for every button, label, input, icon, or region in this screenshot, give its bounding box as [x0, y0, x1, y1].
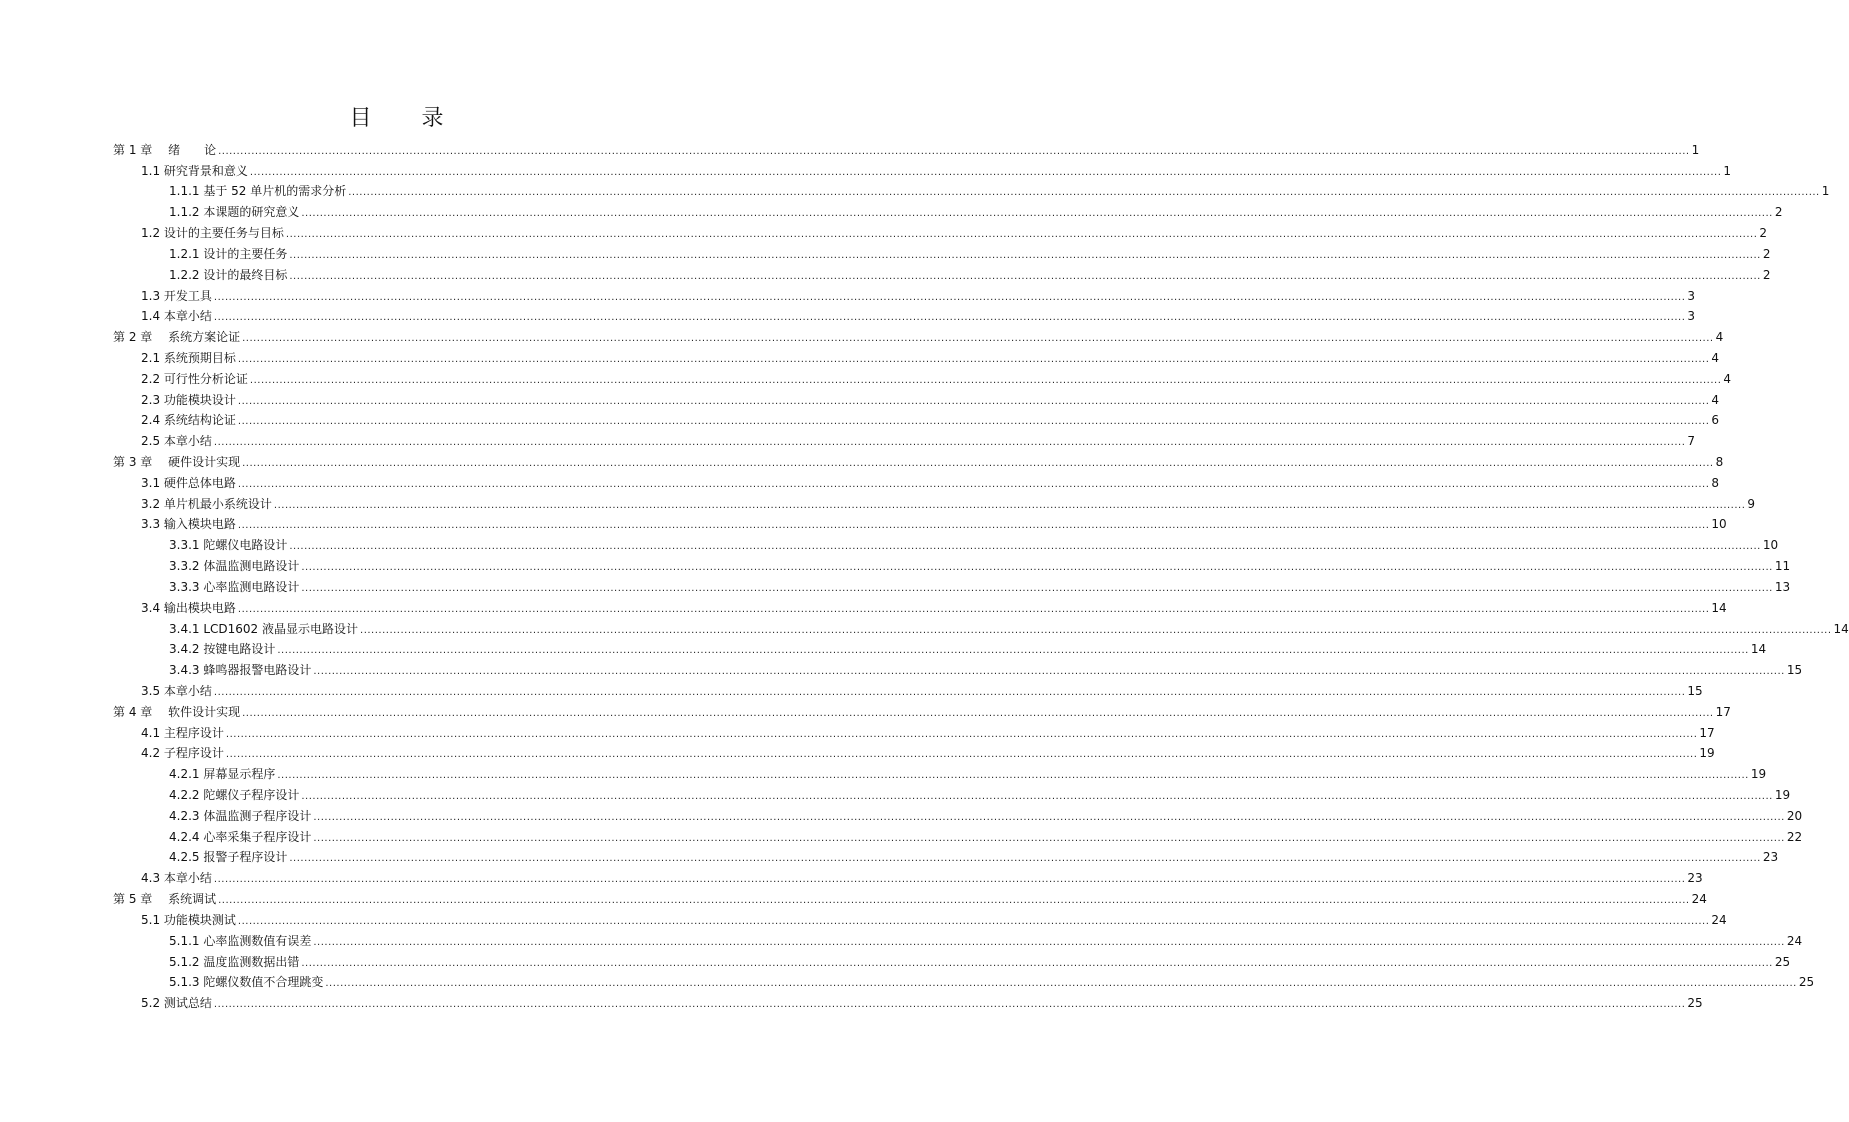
toc-entry-label: 4.2.3 体温监测子程序设计 [169, 808, 312, 823]
toc-entry-page-number: 23 [1687, 871, 1703, 886]
toc-entry[interactable] [113, 594, 1727, 615]
dot-leader: ................................................................................................................................................................................................................................................................................................................................................................................................................ [213, 312, 1686, 324]
toc-entry[interactable] [113, 178, 1830, 199]
toc-entry-page-number: 24 [1786, 933, 1803, 948]
dot-leader: ................................................................................................................................................................................................................................................................................................................................................................................................................ [225, 749, 1698, 761]
toc-entry-label: 3.3.3 心率监测电路设计 [169, 579, 300, 594]
toc-entry-label: 4.2.2 陀螺仪子程序设计 [169, 788, 300, 802]
toc-entry[interactable] [113, 698, 1731, 719]
toc-entry-label: 4.2.1 屏幕显示程序 [169, 767, 276, 782]
toc-entry-page-number: 14 [1750, 642, 1767, 657]
toc-entry[interactable] [113, 282, 1696, 303]
toc-entry-label: 3.1 硬件总体电路 [141, 475, 236, 490]
toc-entry[interactable] [113, 303, 1696, 324]
table-of-contents [113, 136, 1849, 1011]
toc-entry-page-number: 8 [1711, 475, 1720, 490]
toc-entry-page-number: 7 [1687, 434, 1696, 449]
toc-entry-page-number: 25 [1774, 954, 1791, 969]
toc-entry-label: 2.1 系统预期目标 [141, 350, 236, 365]
toc-entry-page-number: 17 [1699, 725, 1715, 740]
toc-entry-label: 2.2 可行性分析论证 [141, 371, 248, 386]
toc-entry[interactable] [113, 948, 1791, 969]
toc-entry-page-number: 4 [1723, 371, 1732, 386]
dot-leader: ................................................................................................................................................................................................................................................................................................................................................................................................................ [313, 936, 1785, 948]
toc-entry-label: 1.4 本章小结 [141, 309, 212, 324]
toc-entry-label: 1.3 开发工具 [141, 288, 212, 303]
dot-leader: ................................................................................................................................................................................................................................................................................................................................................................................................................ [360, 624, 1832, 636]
dot-leader: ................................................................................................................................................................................................................................................................................................................................................................................................................ [225, 728, 1698, 740]
toc-entry-page-number: 14 [1711, 600, 1727, 615]
toc-entry[interactable] [113, 157, 1732, 178]
toc-entry-page-number: 19 [1699, 746, 1715, 761]
toc-entry[interactable] [113, 802, 1803, 823]
toc-entry[interactable] [113, 344, 1720, 365]
toc-entry[interactable] [113, 740, 1715, 761]
dot-leader: ................................................................................................................................................................................................................................................................................................................................................................................................................ [249, 374, 1722, 386]
toc-entry-page-number: 22 [1786, 829, 1803, 844]
dot-leader: ................................................................................................................................................................................................................................................................................................................................................................................................................ [301, 562, 1773, 574]
dot-leader: ................................................................................................................................................................................................................................................................................................................................................................................................................ [313, 811, 1785, 823]
dot-leader: ................................................................................................................................................................................................................................................................................................................................................................................................................ [277, 645, 1749, 657]
toc-entry-label: 1.2 设计的主要任务与目标 [141, 226, 284, 241]
toc-entry-label: 3.2 单片机最小系统设计 [141, 496, 272, 511]
toc-entry-label: 第 5 章 系统调试 [113, 892, 217, 907]
dot-leader: ................................................................................................................................................................................................................................................................................................................................................................................................................ [237, 915, 1710, 927]
dot-leader: ................................................................................................................................................................................................................................................................................................................................................................................................................ [213, 874, 1686, 886]
dot-leader: ................................................................................................................................................................................................................................................................................................................................................................................................................ [285, 229, 1758, 241]
toc-entry-label: 5.2 测试总结 [141, 996, 212, 1011]
toc-entry-page-number: 9 [1747, 496, 1756, 511]
toc-entry-page-number: 1 [1723, 163, 1732, 178]
dot-leader: ................................................................................................................................................................................................................................................................................................................................................................................................................ [237, 353, 1710, 365]
toc-entry-label: 5.1 功能模块测试 [141, 912, 236, 927]
dot-leader: ................................................................................................................................................................................................................................................................................................................................................................................................................ [313, 832, 1785, 844]
toc-entry[interactable] [113, 365, 1732, 386]
toc-entry[interactable] [113, 906, 1727, 927]
toc-entry-page-number: 25 [1687, 996, 1703, 1011]
dot-leader: ................................................................................................................................................................................................................................................................................................................................................................................................................ [348, 187, 1820, 199]
toc-entry[interactable] [113, 386, 1720, 407]
toc-entry-page-number: 19 [1750, 767, 1767, 782]
toc-entry-page-number: 4 [1715, 330, 1724, 345]
toc-entry-label: 5.1.3 陀螺仪数值不合理跳变 [169, 975, 324, 990]
toc-entry-label: 3.3 输入模块电路 [141, 517, 236, 532]
toc-entry-label: 3.4.2 按键电路设计 [169, 642, 276, 657]
dot-leader: ................................................................................................................................................................................................................................................................................................................................................................................................................ [289, 541, 1761, 553]
toc-entry[interactable] [113, 823, 1803, 844]
page-title: 目 录 [349, 106, 458, 131]
toc-entry-page-number: 10 [1762, 538, 1779, 553]
toc-entry-page-number: 15 [1786, 663, 1803, 678]
toc-entry-page-number: 19 [1774, 788, 1791, 802]
dot-leader: ................................................................................................................................................................................................................................................................................................................................................................................................................ [313, 666, 1785, 678]
toc-entry-label: 4.3 本章小结 [141, 871, 212, 886]
toc-entry-label: 4.2 子程序设计 [141, 746, 224, 761]
toc-entry[interactable] [113, 927, 1803, 948]
toc-entry[interactable] [113, 427, 1696, 449]
toc-entry-label: 4.2.4 心率采集子程序设计 [169, 829, 312, 844]
dot-leader: ................................................................................................................................................................................................................................................................................................................................................................................................................ [237, 416, 1710, 428]
toc-entry-page-number: 1 [1821, 184, 1830, 199]
toc-entry[interactable] [113, 261, 1771, 282]
toc-entry-label: 1.1.2 本课题的研究意义 [169, 205, 300, 220]
toc-entry[interactable] [113, 885, 1707, 907]
toc-entry[interactable] [113, 531, 1779, 553]
toc-entry[interactable] [113, 760, 1767, 782]
toc-entry-page-number: 4 [1711, 392, 1720, 407]
toc-entry-label: 2.3 功能模块设计 [141, 392, 236, 407]
dot-leader: ................................................................................................................................................................................................................................................................................................................................................................................................................ [242, 458, 1714, 469]
toc-entry-page-number: 24 [1711, 912, 1727, 927]
toc-entry-page-number: 24 [1691, 892, 1707, 907]
toc-entry-label: 第 3 章 硬件设计实现 [113, 455, 241, 469]
toc-entry-page-number: 17 [1715, 704, 1731, 719]
toc-entry-label: 3.4 输出模块电路 [141, 600, 236, 615]
toc-entry[interactable] [113, 198, 1783, 220]
toc-entry-label: 第 1 章 绪 论 [113, 142, 217, 157]
toc-entry-page-number: 14 [1833, 621, 1849, 636]
toc-entry[interactable] [113, 219, 1768, 241]
toc-entry-label: 4.1 主程序设计 [141, 725, 224, 740]
toc-entry-page-number: 2 [1774, 205, 1783, 220]
dot-leader: ................................................................................................................................................................................................................................................................................................................................................................................................................ [289, 249, 1761, 261]
toc-entry-label: 5.1.1 心率监测数值有误差 [169, 933, 312, 948]
toc-entry-label: 2.4 系统结构论证 [141, 413, 236, 428]
toc-entry-page-number: 23 [1762, 850, 1779, 865]
toc-entry-page-number: 13 [1774, 579, 1791, 594]
toc-entry-page-number: 4 [1711, 350, 1720, 365]
toc-entry[interactable] [113, 469, 1720, 490]
toc-entry-label: 2.5 本章小结 [141, 434, 212, 449]
toc-entry-label: 4.2.5 报警子程序设计 [169, 850, 288, 865]
toc-entry[interactable] [113, 490, 1756, 511]
dot-leader: ................................................................................................................................................................................................................................................................................................................................................................................................................ [301, 582, 1773, 594]
toc-entry-label: 3.3.2 体温监测电路设计 [169, 559, 300, 574]
toc-entry[interactable] [113, 636, 1767, 657]
dot-leader: ................................................................................................................................................................................................................................................................................................................................................................................................................ [301, 791, 1773, 802]
dot-leader: ................................................................................................................................................................................................................................................................................................................................................................................................................ [218, 895, 1690, 907]
toc-entry[interactable] [113, 719, 1715, 740]
dot-leader: ................................................................................................................................................................................................................................................................................................................................................................................................................ [213, 437, 1686, 449]
dot-leader: ................................................................................................................................................................................................................................................................................................................................................................................................................ [325, 978, 1797, 990]
toc-entry[interactable] [113, 677, 1703, 698]
toc-entry-label: 3.5 本章小结 [141, 683, 212, 698]
toc-entry-page-number: 2 [1762, 246, 1771, 261]
toc-entry[interactable] [113, 136, 1700, 157]
toc-entry-page-number: 25 [1798, 975, 1815, 990]
toc-entry-label: 1.1.1 基于 52 单片机的需求分析 [169, 184, 347, 199]
toc-entry-label: 第 2 章 系统方案论证 [113, 330, 241, 345]
toc-entry-label: 5.1.2 温度监测数据出错 [169, 954, 300, 969]
toc-entry-label: 1.2.1 设计的主要任务 [169, 246, 288, 261]
dot-leader: ................................................................................................................................................................................................................................................................................................................................................................................................................ [273, 499, 1746, 511]
toc-entry[interactable] [113, 969, 1815, 990]
dot-leader: ................................................................................................................................................................................................................................................................................................................................................................................................................ [301, 957, 1773, 969]
dot-leader: ................................................................................................................................................................................................................................................................................................................................................................................................................ [242, 333, 1714, 345]
dot-leader: ................................................................................................................................................................................................................................................................................................................................................................................................................ [277, 770, 1749, 782]
toc-entry[interactable] [113, 240, 1771, 261]
toc-entry[interactable] [113, 656, 1803, 678]
toc-entry-label: 3.3.1 陀螺仪电路设计 [169, 538, 288, 553]
dot-leader: ................................................................................................................................................................................................................................................................................................................................................................................................................ [213, 999, 1686, 1011]
toc-entry[interactable] [113, 448, 1724, 469]
toc-entry-page-number: 10 [1711, 517, 1727, 532]
toc-entry-page-number: 2 [1759, 226, 1768, 241]
toc-entry-page-number: 2 [1762, 267, 1771, 282]
toc-entry-page-number: 6 [1711, 413, 1720, 428]
toc-entry-label: 第 4 章 软件设计实现 [113, 704, 241, 719]
dot-leader: ................................................................................................................................................................................................................................................................................................................................................................................................................ [237, 603, 1710, 615]
toc-entry-label: 1.1 研究背景和意义 [141, 163, 248, 178]
dot-leader: ................................................................................................................................................................................................................................................................................................................................................................................................................ [237, 478, 1710, 490]
dot-leader: ................................................................................................................................................................................................................................................................................................................................................................................................................ [237, 520, 1710, 532]
dot-leader: ................................................................................................................................................................................................................................................................................................................................................................................................................ [213, 291, 1686, 303]
dot-leader: ................................................................................................................................................................................................................................................................................................................................................................................................................ [249, 166, 1722, 178]
toc-entry[interactable] [113, 323, 1724, 345]
toc-entry[interactable] [113, 864, 1703, 886]
toc-entry-page-number: 3 [1687, 309, 1696, 324]
dot-leader: ................................................................................................................................................................................................................................................................................................................................................................................................................ [242, 707, 1714, 719]
toc-entry[interactable] [113, 407, 1720, 428]
toc-entry-page-number: 11 [1774, 559, 1791, 574]
toc-entry[interactable] [113, 552, 1791, 574]
toc-entry-page-number: 3 [1687, 288, 1696, 303]
toc-entry-page-number: 20 [1786, 808, 1803, 823]
toc-entry[interactable] [113, 781, 1791, 802]
dot-leader: ................................................................................................................................................................................................................................................................................................................................................................................................................ [237, 395, 1710, 407]
dot-leader: ................................................................................................................................................................................................................................................................................................................................................................................................................ [218, 145, 1690, 157]
dot-leader: ................................................................................................................................................................................................................................................................................................................................................................................................................ [301, 208, 1773, 220]
toc-entry[interactable] [113, 989, 1703, 1011]
toc-entry[interactable] [113, 573, 1791, 594]
toc-entry-label: 1.2.2 设计的最终目标 [169, 267, 288, 282]
toc-entry[interactable] [113, 844, 1779, 865]
toc-entry-label: 3.4.3 蜂鸣器报警电路设计 [169, 663, 312, 678]
dot-leader: ................................................................................................................................................................................................................................................................................................................................................................................................................ [289, 853, 1761, 865]
toc-entry-page-number: 15 [1687, 683, 1703, 698]
toc-entry-page-number: 1 [1691, 142, 1700, 157]
toc-entry[interactable] [113, 511, 1727, 532]
toc-entry[interactable] [113, 615, 1849, 636]
toc-entry-label: 3.4.1 LCD1602 液晶显示电路设计 [169, 621, 359, 636]
dot-leader: ................................................................................................................................................................................................................................................................................................................................................................................................................ [289, 270, 1761, 282]
toc-entry-page-number: 8 [1715, 455, 1724, 469]
dot-leader: ................................................................................................................................................................................................................................................................................................................................................................................................................ [213, 686, 1686, 698]
